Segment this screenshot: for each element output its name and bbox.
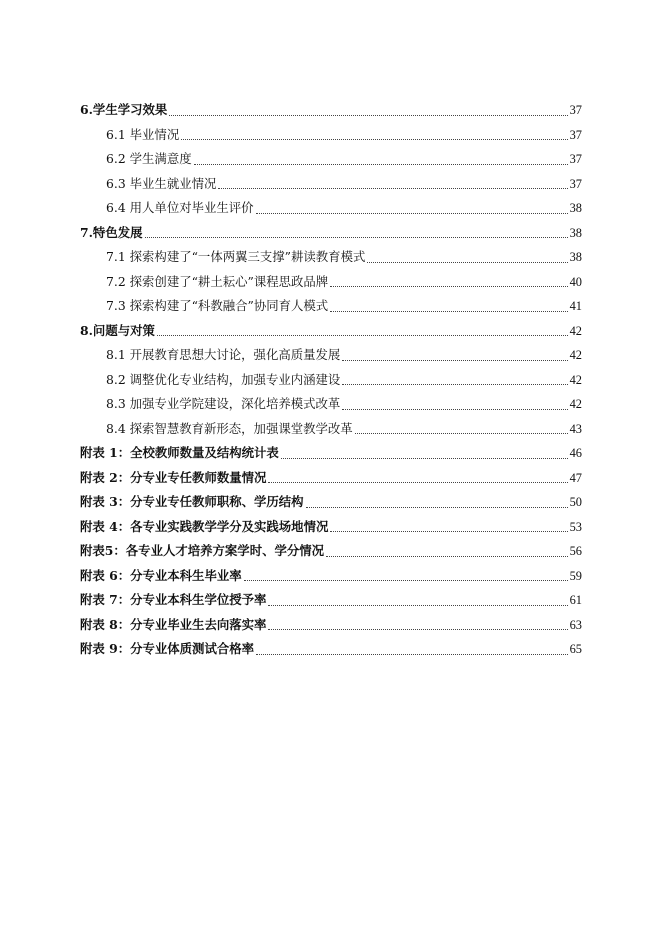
toc-entry[interactable] (80, 270, 582, 295)
toc-entry-label: 附表 8：分专业毕业生去向落实率 (80, 616, 267, 632)
dot-leader (194, 163, 568, 165)
toc-entry-label: 7.特色发展 (80, 224, 143, 240)
toc-entry[interactable] (80, 466, 582, 491)
toc-entry[interactable] (80, 245, 582, 270)
toc-entry[interactable] (80, 319, 582, 344)
toc-entry-label: 附表5：各专业人才培养方案学时、学分情况 (80, 543, 325, 558)
toc-entry[interactable] (80, 539, 582, 564)
toc-entry-page-number: 42 (569, 323, 582, 338)
toc-entry[interactable] (80, 343, 582, 368)
dot-leader (256, 212, 568, 214)
toc-entry[interactable] (80, 147, 582, 172)
toc-entry-page-number: 42 (569, 348, 582, 362)
dot-leader (330, 285, 567, 287)
toc-entry-label: 6.学生学习效果 (80, 102, 168, 117)
toc-entry-label: 8.3 加强专业学院建设，深化培养模式改革 (106, 396, 341, 411)
toc-entry-label: 8.4 探索智慧教育新形态，加强课堂教学改革 (106, 420, 353, 436)
dot-leader (268, 481, 567, 483)
toc-entry[interactable] (80, 368, 582, 393)
dot-leader (181, 138, 567, 140)
toc-entry-page-number: 37 (569, 127, 582, 142)
toc-entry[interactable] (80, 294, 582, 319)
dot-leader (218, 187, 567, 189)
toc-entry-label: 附表 1：全校教师数量及结构统计表 (80, 445, 279, 460)
dot-leader (330, 530, 567, 532)
dot-leader (330, 310, 567, 312)
toc-entry-page-number: 63 (569, 617, 582, 632)
toc-entry[interactable] (80, 221, 582, 246)
toc-entry-page-number: 37 (569, 176, 582, 191)
toc-entry-label: 附表 4：各专业实践教学学分及实践场地情况 (80, 518, 329, 534)
toc-entry-label: 7.2 探索创建了“耕土耘心”课程思政品牌 (106, 273, 329, 289)
toc-entry[interactable] (80, 588, 582, 613)
toc-entry-page-number: 37 (569, 103, 582, 117)
toc-entry-page-number: 40 (569, 274, 582, 289)
toc-entry-label: 6.1 毕业情况 (106, 126, 180, 142)
toc-entry-label: 6.3 毕业生就业情况 (106, 175, 217, 191)
dot-leader (306, 506, 568, 508)
toc-entry[interactable] (80, 490, 582, 515)
dot-leader (244, 579, 568, 581)
dot-leader (256, 653, 568, 655)
toc-entry-page-number: 38 (569, 201, 582, 215)
dot-leader (268, 604, 567, 606)
toc-entry-page-number: 47 (569, 470, 582, 485)
toc-entry[interactable] (80, 392, 582, 417)
toc-entry-page-number: 59 (569, 568, 582, 583)
toc-entry-label: 7.1 探索构建了“一体两翼三支撑”耕读教育模式 (106, 249, 366, 264)
toc-entry-label: 附表 3：分专业专任教师职称、学历结构 (80, 494, 304, 509)
toc-entry-page-number: 65 (569, 642, 582, 656)
toc-entry[interactable] (80, 196, 582, 221)
toc-entry-label: 附表 9：分专业体质测试合格率 (80, 641, 255, 656)
toc-entry-page-number: 42 (569, 397, 582, 411)
toc-entry[interactable] (80, 637, 582, 662)
toc-entry[interactable] (80, 441, 582, 466)
dot-leader (268, 628, 567, 630)
table-of-contents (80, 98, 582, 662)
toc-entry-label: 附表 6：分专业本科生毕业率 (80, 567, 242, 583)
dot-leader (342, 359, 567, 361)
toc-entry-page-number: 42 (569, 372, 582, 387)
toc-entry[interactable] (80, 172, 582, 197)
toc-entry-label: 6.4 用人单位对毕业生评价 (106, 200, 254, 215)
toc-entry-label: 附表 7：分专业本科生学位授予率 (80, 592, 267, 607)
dot-leader (169, 114, 567, 116)
toc-entry-page-number: 56 (569, 544, 582, 558)
toc-entry-label: 8.1 开展教育思想大讨论，强化高质量发展 (106, 347, 341, 362)
toc-entry-label: 8.2 调整优化专业结构，加强专业内涵建设 (106, 371, 341, 387)
toc-entry-page-number: 38 (569, 250, 582, 264)
dot-leader (145, 236, 568, 238)
toc-entry-label: 7.3 探索构建了“科教融合”协同育人模式 (106, 298, 329, 313)
toc-entry-page-number: 53 (569, 519, 582, 534)
toc-entry[interactable] (80, 417, 582, 442)
dot-leader (157, 334, 568, 336)
toc-entry-page-number: 43 (569, 421, 582, 436)
toc-entry[interactable] (80, 564, 582, 589)
dot-leader (355, 432, 568, 434)
dot-leader (342, 408, 567, 410)
toc-entry-page-number: 61 (569, 593, 582, 607)
toc-entry[interactable] (80, 613, 582, 638)
toc-entry-page-number: 50 (569, 495, 582, 509)
toc-entry-page-number: 37 (569, 152, 582, 166)
toc-entry[interactable] (80, 123, 582, 148)
toc-entry-label: 8.问题与对策 (80, 322, 155, 338)
toc-entry-page-number: 46 (569, 446, 582, 460)
dot-leader (342, 383, 567, 385)
dot-leader (281, 457, 568, 459)
toc-entry-label: 6.2 学生满意度 (106, 151, 192, 166)
dot-leader (326, 555, 568, 557)
dot-leader (367, 261, 567, 263)
toc-entry[interactable] (80, 515, 582, 540)
toc-entry-page-number: 41 (569, 299, 582, 313)
toc-entry-label: 附表 2：分专业专任教师数量情况 (80, 469, 267, 485)
toc-entry-page-number: 38 (569, 225, 582, 240)
toc-entry[interactable] (80, 98, 582, 123)
